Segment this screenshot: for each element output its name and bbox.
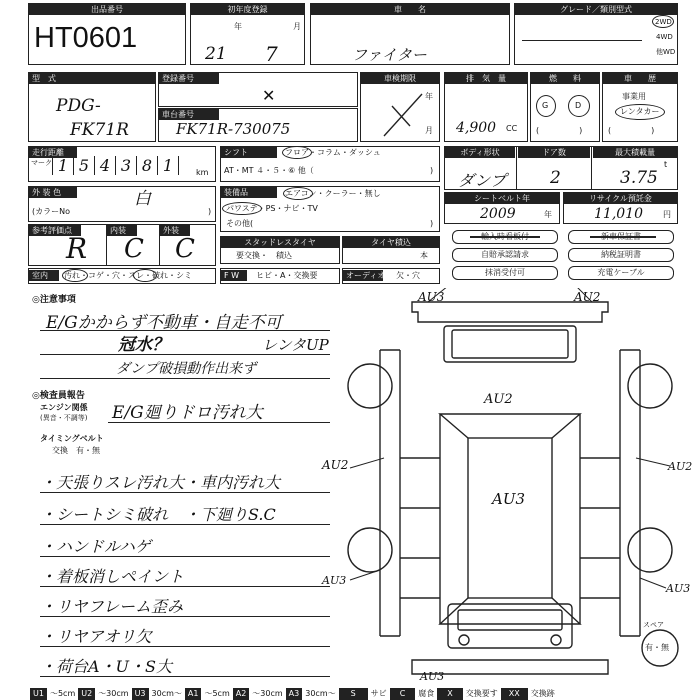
history-business: 事業用 bbox=[622, 92, 646, 101]
legend-desc: 交換跡 bbox=[530, 689, 555, 698]
type-value-1: PDG- bbox=[56, 96, 101, 116]
engine-note: E/G廻りドロ汚れ大 bbox=[112, 403, 263, 423]
doc-charge-cable: 充電ケーブル bbox=[568, 266, 674, 280]
seatbelt-value: 2009 bbox=[480, 206, 516, 222]
interior-cond: 汚れ・コゲ・穴・スレ・破れ・シミ bbox=[64, 271, 192, 280]
studless-label: スタッドレスタイヤ bbox=[221, 237, 339, 248]
body-value: ダンプ bbox=[458, 171, 507, 190]
legend-desc: 〜5cm bbox=[204, 689, 230, 698]
history-rental: レンタカー bbox=[620, 107, 660, 116]
wheel-front-right bbox=[628, 364, 672, 408]
legend-desc: サビ bbox=[370, 689, 387, 698]
model-label: 車 名 bbox=[311, 4, 509, 15]
fw-cond: ヒビ・A・交換要 bbox=[256, 271, 318, 280]
type-label: 型 式 bbox=[29, 73, 155, 84]
mileage-label: 走行距離 bbox=[29, 147, 77, 158]
mark-left-rear: AU3 bbox=[322, 574, 347, 587]
wheel-rear-right bbox=[628, 528, 672, 572]
shift-options: フロア・コラム・ダッシュ bbox=[285, 148, 381, 157]
inspection-year-unit: 年 bbox=[425, 92, 433, 101]
report-line-4: ・着板消しペイント bbox=[40, 567, 185, 586]
history-label: 車 歴 bbox=[603, 73, 677, 84]
interior-cond-label: 室内 bbox=[29, 270, 59, 281]
import-strike bbox=[470, 236, 540, 238]
grade-label: グレード／類別型式 bbox=[515, 4, 677, 15]
studless-opts: 要交換・ 積込 bbox=[236, 251, 292, 260]
truck-diagram bbox=[340, 288, 685, 684]
equipment-line1: エアコン・クーラー・無し bbox=[285, 189, 381, 198]
drive-2wd-label: 2WD bbox=[655, 18, 672, 26]
mileage-digit: 4 bbox=[94, 156, 115, 175]
regno-label: 登録番号 bbox=[159, 73, 219, 84]
legend-desc: 30cm〜 bbox=[305, 689, 336, 698]
mark-body: AU3 bbox=[492, 490, 526, 508]
right-side-view bbox=[620, 350, 640, 636]
note-line-4: ダンプ破損動作出来ず bbox=[116, 361, 257, 377]
recycle-value: 11,010 bbox=[594, 206, 643, 222]
dirt-circle bbox=[62, 269, 88, 282]
warranty-strike bbox=[590, 236, 656, 238]
equipment-paren-close: ) bbox=[430, 219, 434, 228]
doors-value: 2 bbox=[550, 168, 561, 188]
drive-4wd-label: 4WD bbox=[656, 33, 673, 41]
mark-right-rear: AU3 bbox=[666, 582, 691, 595]
lot-label: 出品番号 bbox=[29, 4, 185, 15]
regno-cross: ✕ bbox=[262, 86, 276, 105]
report-line-3: ・ハンドルハゲ bbox=[40, 537, 151, 556]
tire-label: タイヤ積込 bbox=[343, 237, 439, 248]
wear-circle bbox=[133, 269, 157, 282]
displacement-value: 4,900 bbox=[456, 120, 497, 136]
seatbelt-label: シートベルト年 bbox=[445, 193, 559, 204]
report-line-6: ・リヤアオリ欠 bbox=[40, 627, 152, 646]
color-label: 外 装 色 bbox=[29, 187, 77, 198]
left-side-view bbox=[380, 350, 400, 636]
legend-code: U2 bbox=[78, 688, 95, 700]
first-reg-year: 21 bbox=[205, 44, 227, 64]
displacement-label: 排 気 量 bbox=[445, 73, 527, 84]
legend-code: A2 bbox=[233, 688, 250, 700]
legend-code: C bbox=[390, 688, 416, 700]
equipment-other: その他( bbox=[226, 219, 254, 228]
load-unit: t bbox=[664, 160, 668, 169]
timing-label: タイミングベルト bbox=[40, 434, 104, 443]
color-no-label: (カラーNo bbox=[32, 207, 70, 216]
inspector-label: ◎検査員報告 bbox=[32, 391, 85, 401]
wheel-front-left bbox=[348, 364, 392, 408]
note-line-1: E/Gかからず不動車・自走不可 bbox=[46, 313, 282, 333]
note-line-2: 冠水？ bbox=[118, 335, 169, 355]
doc-warranty: 新車保証書 bbox=[568, 230, 674, 244]
spare-label: スペア bbox=[643, 621, 664, 629]
first-reg-year-unit: 年 bbox=[234, 22, 242, 31]
recycle-unit: 円 bbox=[663, 210, 671, 219]
color-no-paren: ) bbox=[208, 207, 212, 216]
notes-label: ◎注意事項 bbox=[32, 295, 76, 305]
recycle-label: リサイクル預託金 bbox=[564, 193, 677, 204]
type-value-2: FK71R bbox=[70, 120, 129, 140]
fw-label: F W bbox=[221, 270, 247, 281]
spare-value: 有・無 bbox=[645, 643, 669, 652]
ref-value: R bbox=[66, 232, 88, 265]
legend-desc: 〜30cm bbox=[252, 689, 283, 698]
mileage-digits bbox=[52, 156, 179, 175]
engine-sub: (異音・不調等) bbox=[40, 414, 88, 422]
mileage-unit: km bbox=[196, 168, 209, 177]
mileage-digit: 8 bbox=[136, 156, 157, 175]
doors-label: ドア数 bbox=[518, 147, 590, 158]
interior-grade-value: C bbox=[124, 234, 144, 264]
mark-top-right: AU2 bbox=[574, 290, 601, 304]
color-value: 白 bbox=[134, 189, 151, 209]
doc-insurance: 自賠承認請求 bbox=[452, 248, 558, 262]
seatbelt-unit: 年 bbox=[544, 210, 552, 219]
mark-left-side: AU2 bbox=[322, 458, 349, 472]
legend-desc: 〜5cm bbox=[49, 689, 76, 698]
timing-sub: 交換 有・無 bbox=[52, 446, 100, 455]
mileage-digit: 5 bbox=[73, 156, 94, 175]
aircon-circle bbox=[283, 187, 313, 200]
report-line-5: ・リヤフレーム歪み bbox=[40, 597, 184, 616]
tire-unit: 本 bbox=[420, 251, 428, 260]
displacement-unit: CC bbox=[506, 124, 518, 133]
doc-deregister: 抹消受付可 bbox=[452, 266, 558, 280]
load-value: 3.75 bbox=[620, 168, 658, 188]
inspection-cross bbox=[380, 90, 430, 140]
history-paren: ( ) bbox=[608, 126, 655, 135]
powersteer-circle bbox=[222, 202, 262, 215]
legend-code: A1 bbox=[185, 688, 202, 700]
report-line-1: ・天張りスレ汚れ大・車内汚れ大 bbox=[40, 473, 281, 492]
report-line-2: ・シートシミ破れ ・下廻りS.C bbox=[40, 505, 276, 524]
shift-floor-circle bbox=[282, 146, 312, 159]
fuel-d: D bbox=[575, 101, 582, 110]
doc-import-sign: 輸入時看板付 bbox=[452, 230, 558, 244]
ref-label: 参考評価点 bbox=[29, 225, 81, 236]
wheel-rear-left bbox=[348, 528, 392, 572]
report-line-7: ・荷台A・U・S大 bbox=[40, 657, 173, 676]
legend-desc: 腐食 bbox=[418, 689, 435, 698]
mileage-digit: 1 bbox=[157, 156, 179, 175]
load-label: 最大積載量 bbox=[593, 147, 677, 158]
legend-desc: 〜30cm bbox=[98, 689, 129, 698]
interior-grade-label: 内装 bbox=[107, 225, 137, 236]
legend-code: XX bbox=[501, 688, 528, 700]
equipment-line2: パワステ・PS・ナビ・TV bbox=[226, 204, 318, 213]
mark-bottom: AU3 bbox=[420, 670, 445, 683]
shift-gears: AT・MT ４・５・⑥ 他（ bbox=[224, 166, 314, 175]
audio-label: オーディオ bbox=[343, 270, 383, 281]
engine-label: エンジン関係 bbox=[40, 403, 88, 412]
first-reg-month-unit: 月 bbox=[293, 22, 301, 31]
exterior-grade-label: 外装 bbox=[160, 225, 190, 236]
drive-other-label: 他WD bbox=[656, 48, 676, 56]
lot-number: HT0601 bbox=[34, 22, 138, 54]
legend-desc: 交換要す bbox=[465, 689, 498, 698]
first-reg-label: 初年度登録 bbox=[191, 4, 304, 15]
body-frame bbox=[468, 438, 552, 598]
shift-paren-close: ) bbox=[430, 166, 434, 175]
body-label: ボディ形状 bbox=[445, 147, 515, 158]
mileage-mark: マーク bbox=[31, 159, 52, 167]
mileage-digit: 3 bbox=[115, 156, 136, 175]
legend-code: X bbox=[437, 688, 462, 700]
mark-top-left: AU3 bbox=[418, 290, 445, 304]
fuel-paren: ( ) bbox=[536, 126, 583, 135]
chassis-value: FK71R-730075 bbox=[176, 120, 291, 138]
legend-code: A3 bbox=[286, 688, 303, 700]
top-view-outline bbox=[412, 302, 608, 322]
chassis-label: 車台番号 bbox=[159, 109, 219, 120]
mileage-digit: 1 bbox=[52, 156, 73, 175]
legend-bar bbox=[30, 688, 700, 700]
mark-cab: AU2 bbox=[484, 392, 513, 407]
legend-code: S bbox=[339, 688, 368, 700]
audio-cond: 欠・穴 bbox=[396, 271, 420, 280]
inspection-month-unit: 月 bbox=[425, 126, 433, 135]
mark-right-side: AU2 bbox=[668, 460, 693, 473]
exterior-grade-value: C bbox=[175, 234, 195, 264]
note-line-3: レンタUP bbox=[262, 336, 329, 354]
shift-label: シフト bbox=[221, 147, 277, 158]
legend-desc: 30cm〜 bbox=[151, 689, 182, 698]
fuel-label: 燃 料 bbox=[531, 73, 599, 84]
model-name: ファイター bbox=[352, 46, 427, 64]
equipment-label: 装備品 bbox=[221, 187, 277, 198]
doc-tax-cert: 納税証明書 bbox=[568, 248, 674, 262]
legend-code: U1 bbox=[30, 688, 47, 700]
top-cab bbox=[444, 326, 576, 362]
inspection-label: 車検期限 bbox=[361, 73, 439, 84]
first-reg-month: 7 bbox=[265, 42, 278, 66]
legend-code: U3 bbox=[132, 688, 149, 700]
fuel-g: G bbox=[542, 101, 549, 110]
